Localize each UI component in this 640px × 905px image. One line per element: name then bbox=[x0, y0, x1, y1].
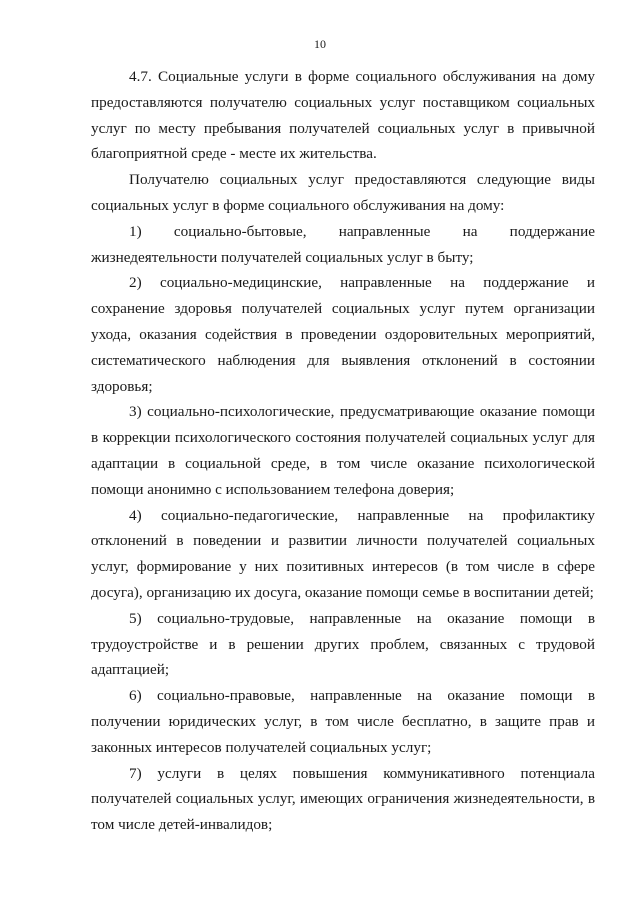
list-item-communication-services: 7) услуги в целях повышения коммуникативного потенциала получателей социальных услуг, имеющих ограничения жизнедеятельности, в том числе детей-инвалидов; bbox=[91, 764, 595, 834]
document-body bbox=[91, 64, 595, 838]
page-number: 10 bbox=[314, 37, 326, 51]
list-item-social-psychological: 3) социально-психологические, предусматривающие оказание помощи в коррекции психологического состояния получателей социальных услуг для адаптации в социальной среде, в том числе оказание психологической помощи анонимно с использованием телефона доверия; bbox=[91, 403, 595, 498]
list-item-social-medical: 2) социально-медицинские, направленные на поддержание и сохранение здоровья получателей социальных услуг путем организации ухода, оказания содействия в проведении оздоровительных мероприятий, систематического наблюдения для выявления отклонений в состоянии здоровья; bbox=[91, 274, 595, 395]
paragraph-4-7: 4.7. Социальные услуги в форме социального обслуживания на дому предоставляются получателю социальных услуг поставщиком социальных услуг по месту пребывания получателей социальных услуг в привычной благоприятной среде - месте их жительства. bbox=[91, 68, 595, 163]
list-item-social-pedagogical: 4) социально-педагогические, направленные на профилактику отклонений в поведении и развитии личности получателей социальных услуг, формирование у них позитивных интересов (в том числе в сфере досуга), организацию их досуга, оказание помощи семье в воспитании детей; bbox=[91, 506, 595, 601]
list-item-social-household: 1) социально-бытовые, направленные на поддержание жизнедеятельности получателей социальных услуг в быту; bbox=[91, 222, 595, 266]
list-item-social-legal: 6) социально-правовые, направленные на оказание помощи в получении юридических услуг, в том числе бесплатно, в защите прав и законных интересов получателей социальных услуг; bbox=[91, 687, 595, 756]
paragraph-service-types-intro: Получателю социальных услуг предоставляются следующие виды социальных услуг в форме социального обслуживания на дому: bbox=[91, 171, 595, 214]
list-item-social-labor: 5) социально-трудовые, направленные на оказание помощи в трудоустройстве и в решении других проблем, связанных с трудовой адаптацией; bbox=[91, 609, 595, 679]
